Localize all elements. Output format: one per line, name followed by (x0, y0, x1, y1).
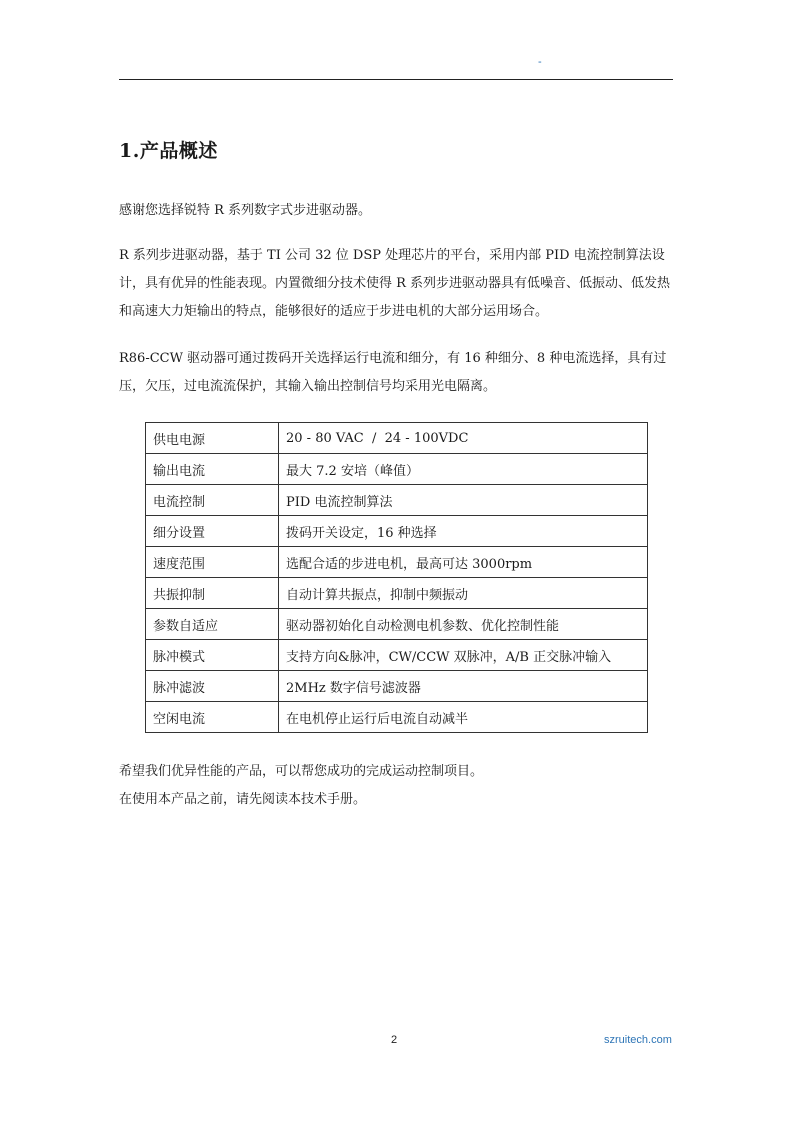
spec-value: 在电机停止运行后电流自动减半 (279, 702, 648, 733)
spec-value: 自动计算共振点，抑制中频振动 (279, 578, 648, 609)
spec-key: 参数自适应 (146, 609, 279, 640)
spec-value: 拨码开关设定，16 种选择 (279, 516, 648, 547)
spec-key: 共振抑制 (146, 578, 279, 609)
spec-value: 驱动器初始化自动检测电机参数、优化控制性能 (279, 609, 648, 640)
closing-text (119, 758, 483, 814)
spec-key: 脉冲滤波 (146, 671, 279, 702)
page-number: 2 (391, 1034, 398, 1046)
table-row (146, 640, 648, 671)
spec-value: 20 - 80 VAC / 24 - 100VDC (279, 423, 648, 454)
spec-table (145, 422, 648, 733)
spec-value: 选配合适的步进电机，最高可达 3000rpm (279, 547, 648, 578)
spec-value: 最大 7.2 安培（峰值） (279, 454, 648, 485)
spec-key: 脉冲模式 (146, 640, 279, 671)
closing-line: 在使用本产品之前，请先阅读本技术手册。 (119, 792, 367, 807)
table-row (146, 671, 648, 702)
spec-key: 速度范围 (146, 547, 279, 578)
table-row (146, 423, 648, 454)
closing-line: 希望我们优异性能的产品，可以帮您成功的完成运动控制项目。 (119, 764, 484, 779)
spec-key: 供电电源 (146, 423, 279, 454)
header-rule (119, 79, 673, 80)
table-row (146, 454, 648, 485)
table-row (146, 609, 648, 640)
table-row (146, 485, 648, 516)
footer-site-link[interactable]: szruitech.com (604, 1034, 672, 1046)
spec-key: 输出电流 (146, 454, 279, 485)
header-mark: - (538, 56, 542, 68)
intro-paragraph: 感谢您选择锐特 R 系列数字式步进驱动器。 (119, 203, 372, 218)
table-row (146, 547, 648, 578)
table-row (146, 578, 648, 609)
spec-key: 电流控制 (146, 485, 279, 516)
spec-value: 支持方向&脉冲，CW/CCW 双脉冲，A/B 正交脉冲输入 (279, 640, 648, 671)
features-paragraph: R86-CCW 驱动器可通过拨码开关选择运行电流和细分，有 16 种细分、8 种电流选择，具有过压，欠压，过电流流保护，其输入输出控制信号均采用光电隔离。 (119, 351, 667, 394)
table-row (146, 702, 648, 733)
spec-value: PID 电流控制算法 (279, 485, 648, 516)
section-title: 1.产品概述 (119, 140, 218, 162)
spec-key: 空闲电流 (146, 702, 279, 733)
spec-key: 细分设置 (146, 516, 279, 547)
description-paragraph: R 系列步进驱动器，基于 TI 公司 32 位 DSP 处理芯片的平台，采用内部 PID 电流控制算法设计，具有优异的性能表现。内置微细分技术使得 R 系列步进驱动器具有低噪音、低振动、低发热和高速大力矩输出的特点，能够很好的适应于步进电机的大部分运用场合。 (119, 248, 671, 319)
spec-value: 2MHz 数字信号滤波器 (279, 671, 648, 702)
table-row (146, 516, 648, 547)
